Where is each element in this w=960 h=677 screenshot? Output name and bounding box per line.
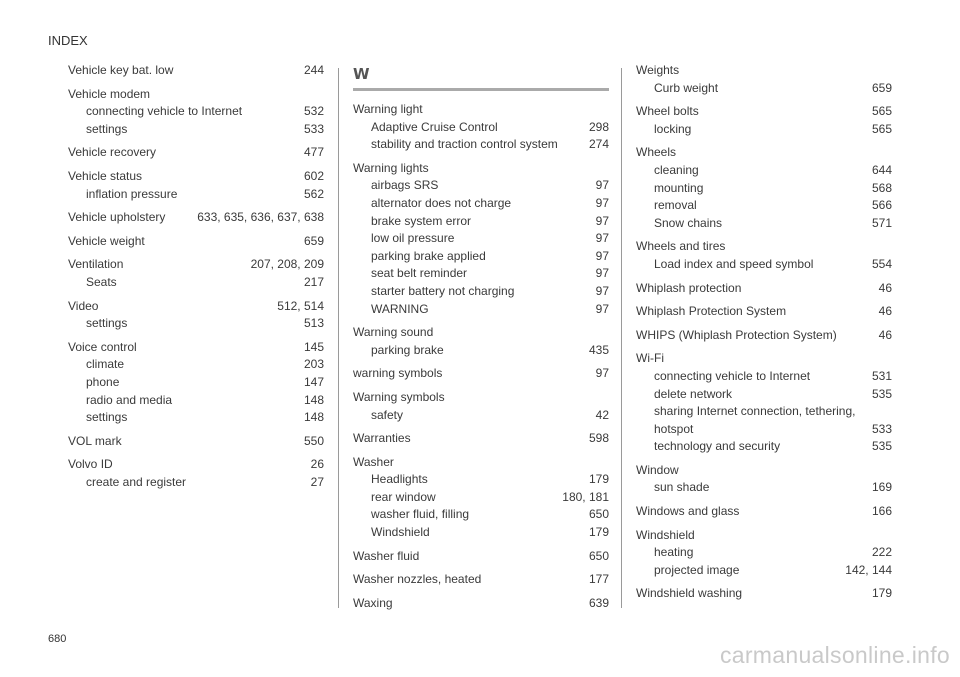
column-divider: [621, 68, 622, 608]
entry-term: Vehicle weight: [68, 233, 145, 248]
entry-line: [68, 298, 324, 316]
entry-pages: 145: [303, 339, 324, 354]
entry-term: Vehicle upholstery: [68, 210, 166, 225]
subentry-term: technology and security: [654, 439, 781, 454]
subentry-line: [636, 121, 892, 139]
index-entry: [353, 160, 609, 318]
subentry-line: [353, 283, 609, 301]
index-entry: [68, 433, 324, 451]
entry-pages: 97: [595, 366, 609, 381]
index-entry: [636, 503, 892, 521]
subentry-line: [636, 80, 892, 98]
entry-term: Whiplash protection: [636, 280, 742, 295]
index-column-2: [353, 62, 609, 612]
subentry-pages: 435: [588, 342, 609, 357]
subentry-term: settings: [86, 121, 128, 136]
subentry-pages: 27: [310, 474, 324, 489]
subentry-pages: 148: [303, 410, 324, 425]
entry-line: [636, 144, 892, 162]
subentry-term: connecting vehicle to Internet: [654, 368, 811, 383]
subentry-pages: 179: [588, 525, 609, 540]
column-divider: [338, 68, 339, 608]
subentry-term: phone: [86, 374, 120, 389]
entry-term: Windows and glass: [636, 504, 740, 519]
subentry-line: [636, 197, 892, 215]
subentry-term: removal: [654, 198, 697, 213]
entry-line: [68, 456, 324, 474]
page-header-title: INDEX: [48, 33, 88, 48]
subentry-line: [68, 274, 324, 292]
subentry-term: locking: [654, 121, 692, 136]
entry-line: [353, 365, 609, 383]
entry-pages: 244: [303, 63, 324, 77]
subentry-line: [636, 180, 892, 198]
subentry-line: [353, 524, 609, 542]
entry-line: [353, 101, 609, 119]
index-entry: [68, 298, 324, 333]
subentry-line: [636, 162, 892, 180]
subentry-pages: 513: [303, 316, 324, 331]
entry-term: Vehicle modem: [68, 86, 151, 101]
subentry-term: sun shade: [654, 480, 710, 495]
subentry-term: alternator does not charge: [371, 195, 512, 210]
entry-pages: 477: [303, 145, 324, 160]
subentry-term: Load index and speed symbol: [654, 256, 814, 271]
entry-term: Wheels and tires: [636, 239, 726, 254]
subentry-term: Snow chains: [654, 215, 723, 230]
index-entry: [353, 595, 609, 613]
subentry-line: [353, 407, 609, 425]
index-entry: [636, 585, 892, 603]
index-entry: [353, 324, 609, 359]
subentry-term: stability and traction control system: [371, 137, 558, 152]
entry-line: [68, 62, 324, 80]
subentry-pages: 97: [595, 195, 609, 210]
entry-term: Whiplash Protection System: [636, 304, 787, 319]
index-entry: [68, 233, 324, 251]
subentry-term: starter battery not charging: [371, 283, 515, 298]
entry-line: [68, 209, 324, 227]
entry-term: Wheels: [636, 145, 677, 160]
subentry-pages: 659: [871, 80, 892, 95]
subentry-pages: 274: [588, 137, 609, 152]
entry-line: [353, 548, 609, 566]
subentry-term: safety: [371, 407, 404, 422]
entry-pages: 46: [878, 280, 892, 295]
subentry-line: [68, 392, 324, 410]
subentry-line: [353, 177, 609, 195]
subentry-term: low oil pressure: [371, 231, 455, 246]
index-entry: [68, 62, 324, 80]
entry-line: [68, 86, 324, 104]
index-entry: [68, 209, 324, 227]
subentry-term: settings: [86, 410, 128, 425]
subentry-pages: 535: [871, 386, 892, 401]
subentry-line: [353, 506, 609, 524]
subentry-pages: 298: [588, 119, 609, 134]
subentry-line: [353, 248, 609, 266]
entry-pages: 639: [588, 595, 609, 610]
section-rule: [353, 88, 609, 91]
subentry-line: [353, 119, 609, 137]
entry-line: [636, 462, 892, 480]
index-entry: [353, 571, 609, 589]
subentry-term: inflation pressure: [86, 186, 178, 201]
subentry-pages: 565: [871, 121, 892, 136]
subentry-term: rear window: [371, 489, 436, 504]
entry-pages: 46: [878, 327, 892, 342]
subentry-term: Curb weight: [654, 80, 719, 95]
subentry-pages: 532: [303, 104, 324, 119]
subentry-pages: 97: [595, 301, 609, 316]
index-entry: [68, 168, 324, 203]
entry-term: Washer nozzles, heated: [353, 572, 482, 587]
entry-term: Warning symbols: [353, 389, 445, 404]
subentry-line: [636, 386, 892, 404]
entry-pages: 166: [871, 504, 892, 519]
entry-term: Vehicle status: [68, 168, 143, 183]
entry-pages: 179: [871, 586, 892, 601]
subentry-pages: 533: [871, 421, 892, 436]
entry-term: Window: [636, 462, 679, 477]
entry-term: Weights: [636, 63, 680, 77]
entry-line: [353, 160, 609, 178]
entry-term: Windshield washing: [636, 586, 743, 601]
subentry-pages: 179: [588, 472, 609, 487]
subentry-term: sharing Internet connection, tethering,: [654, 404, 856, 419]
subentry-pages: 535: [871, 439, 892, 454]
subentry-pages: 147: [303, 374, 324, 389]
subentry-pages: 97: [595, 266, 609, 281]
subentry-term: settings: [86, 316, 128, 331]
entry-line: [68, 144, 324, 162]
subentry-line: [636, 368, 892, 386]
entry-term: VOL mark: [68, 433, 122, 448]
subentry-line: [68, 474, 324, 492]
subentry-pages: 180, 181: [562, 489, 609, 504]
index-entry: [68, 456, 324, 491]
subentry-line: [68, 121, 324, 139]
subentry-line: [68, 315, 324, 333]
subentry-term: create and register: [86, 474, 187, 489]
subentry-term: Seats: [86, 274, 117, 289]
index-entry: [68, 144, 324, 162]
subentry-pages: 97: [595, 283, 609, 298]
index-entry: [636, 144, 892, 232]
entry-pages: 565: [871, 104, 892, 119]
entry-term: Windshield: [636, 527, 695, 542]
entry-term: Ventilation: [68, 257, 124, 272]
subentry-pages: 217: [303, 274, 324, 289]
index-entry: [353, 389, 609, 424]
index-column-3: [636, 62, 892, 603]
subentry-term: hotspot: [654, 421, 694, 436]
entry-line: [636, 503, 892, 521]
entry-term: Warning lights: [353, 160, 429, 175]
entry-term: warning symbols: [353, 366, 443, 381]
entry-term: Video: [68, 298, 99, 313]
index-entry: [68, 86, 324, 139]
subentry-line: [636, 544, 892, 562]
index-entry: [636, 527, 892, 580]
subentry-pages: 42: [595, 407, 609, 422]
subentry-line: [353, 136, 609, 154]
entry-pages: 46: [878, 304, 892, 319]
subentry-term: WARNING: [371, 301, 429, 316]
section-letter: W: [353, 65, 370, 83]
entry-line: [353, 454, 609, 472]
subentry-line: [353, 301, 609, 319]
index-entry: [636, 103, 892, 138]
subentry-line: [353, 213, 609, 231]
index-entry: [636, 280, 892, 298]
subentry-line: [68, 356, 324, 374]
subentry-pages: 562: [303, 186, 324, 201]
subentry-term: Windshield: [371, 525, 430, 540]
entry-line: [636, 303, 892, 321]
subentry-line: [353, 230, 609, 248]
index-entry: [353, 430, 609, 448]
subentry-term: brake system error: [371, 213, 472, 228]
index-entry: [353, 548, 609, 566]
subentry-line: [353, 471, 609, 489]
entry-term: Warranties: [353, 431, 411, 446]
subentry-line: [353, 195, 609, 213]
entry-pages: 550: [303, 433, 324, 448]
subentry-pages: 566: [871, 198, 892, 213]
subentry-line: [636, 438, 892, 456]
subentry-line: [68, 186, 324, 204]
subentry-pages: 650: [588, 507, 609, 522]
entry-line: [353, 571, 609, 589]
entry-pages: 633, 635, 636, 637, 638: [197, 210, 324, 225]
subentry-term: washer fluid, filling: [371, 507, 470, 522]
entry-pages: 26: [310, 457, 324, 472]
entry-line: [68, 256, 324, 274]
index-entry: [636, 238, 892, 273]
index-entry: [353, 101, 609, 154]
subentry-pages: 97: [595, 248, 609, 263]
entry-line: [636, 103, 892, 121]
entry-pages: 602: [303, 168, 324, 183]
entry-term: Waxing: [353, 595, 393, 610]
subentry-term: projected image: [654, 562, 740, 577]
entry-pages: 512, 514: [277, 298, 324, 313]
subentry-line: [68, 374, 324, 392]
subentry-term: cleaning: [654, 162, 699, 177]
subentry-pages: 97: [595, 231, 609, 246]
subentry-line: [636, 215, 892, 233]
subentry-line: [353, 489, 609, 507]
subentry-line: [636, 403, 892, 421]
index-entry: [636, 327, 892, 345]
entry-term: Wheel bolts: [636, 104, 699, 119]
index-entry: [68, 339, 324, 427]
subentry-term: parking brake applied: [371, 248, 486, 263]
subentry-line: [68, 409, 324, 427]
index-entry: [68, 256, 324, 291]
entry-line: [68, 233, 324, 251]
subentry-line: [636, 479, 892, 497]
entry-pages: 659: [303, 233, 324, 248]
subentry-pages: 568: [871, 180, 892, 195]
entry-line: [353, 595, 609, 613]
entry-line: [636, 585, 892, 603]
index-column-1: [68, 62, 324, 491]
entry-term: Vehicle recovery: [68, 145, 157, 160]
subentry-line: [636, 421, 892, 439]
watermark: carmanualsonline.info: [719, 642, 950, 668]
entry-pages: 650: [588, 548, 609, 563]
subentry-pages: 148: [303, 392, 324, 407]
entry-line: [636, 527, 892, 545]
subentry-pages: 531: [871, 368, 892, 383]
subentry-pages: 97: [595, 213, 609, 228]
entry-line: [68, 168, 324, 186]
entry-line: [636, 280, 892, 298]
entry-term: Warning light: [353, 102, 423, 116]
index-entry: [636, 303, 892, 321]
subentry-pages: 203: [303, 357, 324, 372]
subentry-pages: 533: [303, 121, 324, 136]
index-entry: [636, 462, 892, 497]
subentry-line: [636, 256, 892, 274]
entry-line: [68, 433, 324, 451]
subentry-term: Adaptive Cruise Control: [371, 119, 498, 134]
entry-term: Volvo ID: [68, 457, 113, 472]
subentry-pages: 97: [595, 178, 609, 193]
subentry-term: seat belt reminder: [371, 266, 468, 281]
entry-term: Warning sound: [353, 325, 434, 340]
subentry-pages: 571: [871, 215, 892, 230]
entry-term: Washer: [353, 454, 394, 469]
entry-pages: 598: [588, 431, 609, 446]
subentry-pages: 644: [871, 162, 892, 177]
index-entry: [353, 365, 609, 383]
entry-term: Voice control: [68, 339, 137, 354]
subentry-term: delete network: [654, 386, 733, 401]
entry-line: [353, 430, 609, 448]
entry-term: WHIPS (Whiplash Protection System): [636, 327, 837, 342]
subentry-term: climate: [86, 357, 125, 372]
subentry-term: heating: [654, 545, 694, 560]
index-entry: [636, 62, 892, 97]
subentry-pages: 169: [871, 480, 892, 495]
subentry-line: [636, 562, 892, 580]
subentry-term: parking brake: [371, 342, 444, 357]
entry-line: [353, 324, 609, 342]
entry-term: Washer fluid: [353, 548, 420, 563]
entry-line: [353, 389, 609, 407]
entry-line: [636, 350, 892, 368]
entry-line: [636, 327, 892, 345]
subentry-term: connecting vehicle to Internet: [86, 104, 243, 119]
entry-line: [636, 62, 892, 80]
index-entry: [636, 350, 892, 456]
subentry-term: radio and media: [86, 392, 173, 407]
subentry-pages: 222: [871, 545, 892, 560]
entry-term: Wi-Fi: [636, 351, 664, 366]
page-number: 680: [48, 633, 67, 645]
entry-pages: 207, 208, 209: [250, 257, 324, 272]
entry-term: Vehicle key bat. low: [68, 63, 174, 77]
subentry-pages: 554: [871, 256, 892, 271]
entry-pages: 177: [588, 572, 609, 587]
subentry-line: [353, 342, 609, 360]
subentry-line: [353, 265, 609, 283]
entry-line: [68, 339, 324, 357]
subentry-term: mounting: [654, 180, 704, 195]
index-entry: [353, 454, 609, 542]
subentry-term: Headlights: [371, 472, 428, 487]
subentry-term: airbags SRS: [371, 178, 439, 193]
entry-line: [636, 238, 892, 256]
subentry-line: [68, 103, 324, 121]
subentry-pages: 142, 144: [845, 562, 892, 577]
